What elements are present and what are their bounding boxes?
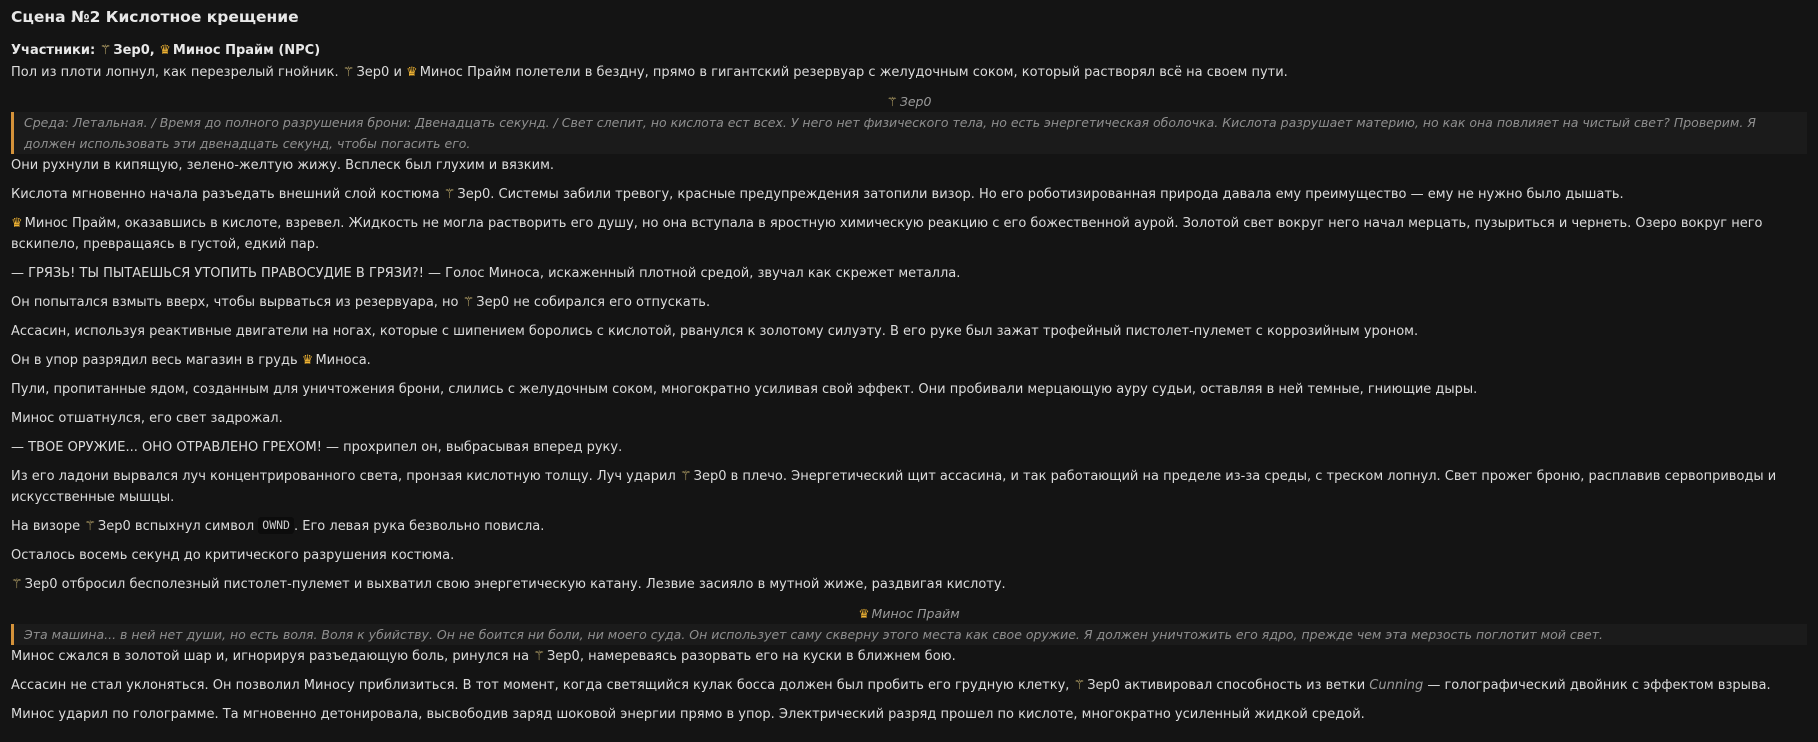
speaker-name: Минос Прайм — [871, 606, 960, 621]
participants-line — [11, 40, 1807, 61]
paragraph — [11, 213, 1807, 255]
name-zer0: Зер0 — [356, 65, 390, 80]
paragraph-text: Пол из плоти лопнул, как перезрелый гнойник. — [11, 65, 339, 80]
paragraph — [11, 516, 1807, 537]
paragraph — [11, 646, 1807, 667]
thought-speaker — [11, 605, 1807, 623]
paragraph: Осталось восемь секунд до критического разрушения костюма. — [11, 548, 455, 563]
name-zer0: Зер0 — [693, 469, 727, 484]
paragraph-text: , оказавшись в кислоте, взревел. Жидкость не могла растворить его душу, но она вступала в яростную химическую реакцию с его божественной аурой. Золотой свет вокруг него начал мерцать, пузыриться и чернеть. Озеро вокруг него вскипело, превращаясь в густой, едкий пар. — [11, 216, 1763, 252]
wand-icon: ⚚ — [11, 577, 23, 592]
name-zer0: Зер0 — [476, 295, 510, 310]
thought-quote: Эта машина... в ней нет души, но есть воля. Воля к убийству. Он не боится ни боли, ни моего суда. Он использует саму скверну этого места как свое оружие. Я должен уничтожить его ядро, прежде чем эта мерзость поглотит мой свет. — [11, 624, 1807, 645]
paragraph-text: Миноса. — [315, 353, 371, 368]
participants-label: Участники: — [11, 43, 96, 58]
paragraph — [11, 675, 1807, 696]
name-zer0: Зер0 — [1087, 678, 1121, 693]
participant-zer0: Зер0, — [113, 43, 155, 58]
wand-icon: ⚚ — [1073, 678, 1086, 693]
paragraph-text: Ассасин не стал уклоняться. Он позволил Миносу приблизиться. В тот момент, когда светящийся кулак босса должен был пробить его грудную клетку, — [11, 678, 1070, 693]
paragraph-text: Он в упор разрядил весь магазин в грудь — [11, 353, 298, 368]
paragraph-text: . Его левая рука безвольно повисла. — [293, 519, 545, 534]
paragraph — [11, 184, 1807, 205]
paragraph-text: в плечо. Энергетический щит ассасина, и так работающий на пределе из-за среды, с треском лопнул. Свет прожег броню, расплавив сервоприводы и искусственные мышцы. — [11, 469, 1777, 505]
paragraph-text: — голографический двойник с эффектом взрыва. — [1427, 678, 1771, 693]
paragraph: Минос отшатнулся, его свет задрожал. — [11, 411, 283, 426]
paragraph — [11, 574, 1807, 595]
speaker-name: Зер0 — [899, 94, 932, 109]
paragraph — [11, 292, 1807, 313]
wand-icon: ⚚ — [462, 295, 475, 310]
wand-icon: ⚚ — [533, 649, 545, 664]
name-minos: Минос Прайм — [24, 216, 117, 231]
crown-icon: ♛ — [301, 353, 314, 368]
paragraph — [11, 350, 1807, 371]
thought-quote: Среда: Летальная. / Время до полного разрушения брони: Двенадцать секунд. / Свет слепит, но кислота ест всех. У него нет физического тела, но есть энергетическая оболочка. Кислота разрушает материю, но как она повлияет на чистый свет? Проверим. Я должен использовать эти двенадцать секунд, чтобы погасить его. — [11, 112, 1807, 154]
paragraph: Они рухнули в кипящую, зелено-желтую жижу. Всплеск был глухим и вязким. — [11, 158, 555, 173]
paragraph — [11, 62, 1807, 83]
paragraph: Ассасин, используя реактивные двигатели на ногах, которые с шипением боролись с кислотой, рванулся к золотому силуэту. В его руке был зажат трофейный пистолет-пулемет с коррозийным уроном. — [11, 324, 1419, 339]
paragraph-text: полетели в бездну, прямо в гигантский резервуар с желудочным соком, который растворял всё на своем пути. — [515, 65, 1288, 80]
paragraph-text: . Системы забили тревогу, красные предупреждения затопили визор. Но его роботизированная природа давала ему преимущество — ему не нужно было дышать. — [490, 187, 1624, 202]
paragraph: Пули, пропитанные ядом, созданным для уничтожения брони, слились с желудочным соком, многократно усиливая свой эффект. Они пробивали мерцающую ауру судьи, оставляя в ней темные, гниющие дыры. — [11, 382, 1478, 397]
paragraph-text: активировал способность из ветки — [1124, 678, 1366, 693]
wand-icon: ⚚ — [99, 43, 112, 58]
crown-icon: ♛ — [406, 65, 418, 80]
wand-icon: ⚚ — [679, 469, 692, 484]
thought-speaker — [11, 93, 1807, 111]
scene-title: Сцена №2 Кислотное крещение — [11, 8, 299, 26]
paragraph: — ТВОЕ ОРУЖИЕ... ОНО ОТРАВЛЕНО ГРЕХОМ! — прохрипел он, выбрасывая вперед руку. — [11, 440, 623, 455]
inline-code-owned: OWND — [258, 517, 294, 534]
scene-document — [11, 4, 1807, 725]
paragraph-text: не собирался его отпускать. — [513, 295, 711, 310]
name-minos: Минос Прайм — [419, 65, 512, 80]
paragraph-text: Минос сжался в золотой шар и, игнорируя разъедающую боль, ринулся на — [11, 649, 530, 664]
wand-icon: ⚚ — [342, 65, 355, 80]
paragraph-text: , намереваясь разорвать его на куски в ближнем бою. — [579, 649, 956, 664]
paragraph-text: Кислота мгновенно начала разъедать внешний слой костюма — [11, 187, 440, 202]
name-zer0: Зер0 — [24, 577, 58, 592]
paragraph-text: отбросил бесполезный пистолет-пулемет и выхватил свою энергетическую катану. Лезвие засияло в мутной жиже, раздвигая кислоту. — [61, 577, 1006, 592]
name-zer0: Зер0 — [97, 519, 131, 534]
paragraph: Минос ударил по голограмме. Та мгновенно детонировала, высвободив заряд шоковой энергии прямо в упор. Электрический разряд прошел по кислоте, многократно усиленный жидкой средой. — [11, 707, 1365, 722]
crown-icon: ♛ — [858, 606, 870, 621]
skill-branch-cunning: Cunning — [1369, 678, 1424, 693]
paragraph-text: Он попытался взмыть вверх, чтобы вырваться из резервуара, но — [11, 295, 459, 310]
paragraph-text: вспыхнул символ — [134, 519, 255, 534]
paragraph-text: На визоре — [11, 519, 81, 534]
name-zer0: Зер0 — [546, 649, 580, 664]
name-zer0: Зер0 — [457, 187, 491, 202]
paragraph-text: и — [393, 65, 402, 80]
wand-icon: ⚚ — [443, 187, 456, 202]
wand-icon: ⚚ — [84, 519, 96, 534]
paragraph-text: Из его ладони вырвался луч концентрированного света, пронзая кислотную толщу. Луч ударил — [11, 469, 676, 484]
paragraph — [11, 466, 1807, 508]
crown-icon: ♛ — [11, 216, 23, 231]
participant-minos: Минос Прайм (NPC) — [172, 43, 321, 58]
wand-icon: ⚚ — [886, 94, 898, 109]
crown-icon: ♛ — [159, 43, 171, 58]
paragraph: — ГРЯЗЬ! ТЫ ПЫТАЕШЬСЯ УТОПИТЬ ПРАВОСУДИЕ В ГРЯЗИ?! — Голос Миноса, искаженный плотной средой, звучал как скрежет металла. — [11, 266, 961, 281]
